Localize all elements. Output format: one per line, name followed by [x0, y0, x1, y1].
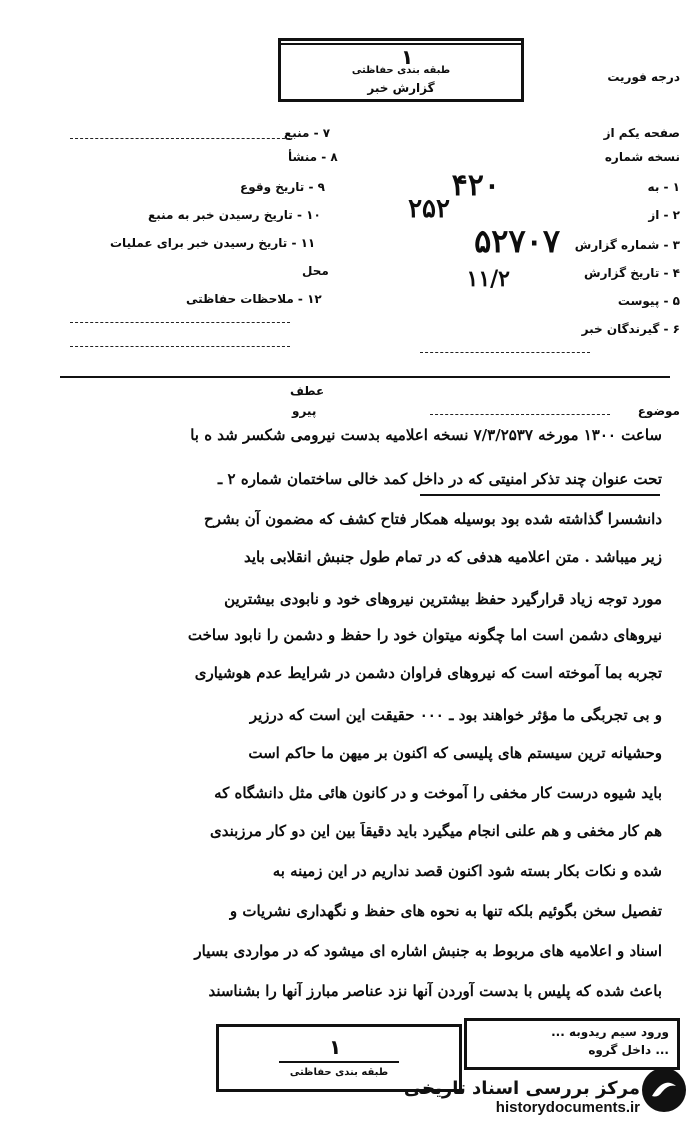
- body-line: اسناد و اعلامیه های مربوط به جنبش اشاره ای میشود که در مواردی بسیار: [194, 942, 662, 960]
- stamp-subtitle: گزارش خبر: [367, 81, 435, 95]
- field-from: ۲ - از: [648, 208, 680, 222]
- field-report-date-value: ۱۱/۲: [466, 266, 510, 292]
- note-line-2: ... داخل گروه: [588, 1043, 669, 1057]
- body-line: و بی تجربگی ما مؤثر خواهند بود ـ ۰۰۰ حقیقت این است که درزیر: [249, 706, 662, 724]
- stamp-bottom-number: ۱: [329, 1035, 342, 1059]
- watermark-en: historydocuments.ir: [495, 1099, 640, 1116]
- body-line: تفصیل سخن بگوئیم بلکه تنها به نحوه های حفظ و نگهداری نشریات و: [229, 902, 662, 920]
- body-line: مورد توجه زیاد قرارگیرد حفظ بیشترین نیروهای خود و نابودی بیشترین: [224, 590, 662, 608]
- field-report-no-value: ۵۲۷۰۷: [474, 222, 560, 260]
- field-source: ۷ - منبع: [284, 126, 331, 140]
- subject-label: موضوع: [637, 404, 680, 418]
- body-line: باید شیوه درست کار مخفی را آموخت و در کانون هائی مثل دانشگاه که: [214, 784, 662, 802]
- header-divider: [60, 376, 670, 378]
- stamp-number: ۱: [401, 45, 414, 69]
- field-news-to-source-date: ۱۰ - تاریخ رسیدن خبر به منبع: [148, 208, 321, 222]
- body-line: وحشیانه ترین سیستم های پلیسی که اکنون بر میهن ما حاکم است: [248, 744, 662, 762]
- ref-label: عطف: [290, 384, 325, 398]
- note-line-1: ورود سیم ریدوبه ...: [551, 1025, 669, 1039]
- recipients-line: [420, 352, 590, 353]
- body-line: شده و نکات بکار بسته شود اکنون قصد نداریم در این زمینه به: [272, 862, 662, 880]
- body-line: باعث شده که پلیس با بدست آوردن آنها نزد عناصر مبارز آنها را بشناسند: [208, 982, 662, 1000]
- underline-mark: [420, 494, 660, 496]
- stamp-bottom-label: طبقه بندی حفاظتی: [289, 1067, 389, 1078]
- field-security-notes: ۱۲ - ملاحظات حفاظتی: [186, 292, 322, 306]
- field-to-value: ۴۲۰: [451, 168, 500, 203]
- field-attachment: ۵ - پیوست: [617, 294, 680, 308]
- field-from-value: ۲۵۲: [408, 194, 450, 224]
- subject-line: [430, 414, 610, 415]
- body-line: ساعت ۱۳۰۰ مورخه ۷/۳/۲۵۳۷ نسخه اعلامیه بدست نیرومی شکسر شد ه با: [190, 426, 662, 444]
- body-line: هم کار مخفی و هم علنی انجام میگیرد باید دقیقاً بین این دو کار مرزبندی: [209, 822, 662, 840]
- field-event-date: ۹ - تاریخ وقوع: [240, 180, 325, 194]
- field-report-no: ۳ - شماره گزارش: [574, 238, 680, 252]
- classification-stamp-top: [278, 38, 524, 102]
- notes-line-3: [70, 138, 290, 139]
- routing-note-box: [464, 1018, 680, 1070]
- field-to: ۱ - به: [647, 180, 680, 194]
- field-recipients: ۶ - گیرندگان خبر: [581, 322, 680, 336]
- body-line: تجربه بما آموخته است که نیروهای فراوان دشمن در شرایط عدم هوشیاری: [194, 664, 662, 682]
- body-line: زیر میباشد . متن اعلامیه هدفی که در تمام طول جنبش انقلابی باید: [244, 548, 662, 566]
- body-line: دانشسرا گذاشته شده بود بوسیله همکار فتاح کشف که مضمون آن بشرح: [204, 510, 662, 528]
- watermark-fa: مرکز بررسی اسناد تاریخی: [403, 1078, 640, 1099]
- body-line: نیروهای دشمن است اما چگونه میتوان خود را حفظ و دشمن را نابود ساخت: [187, 626, 662, 644]
- field-news-to-ops-date: ۱۱ - تاریخ رسیدن خبر برای عملیات: [110, 236, 316, 250]
- field-report-date: ۴ - تاریخ گزارش: [584, 266, 680, 280]
- watermark-logo-icon: [642, 1068, 686, 1112]
- field-page: صفحه یکم از: [603, 126, 680, 140]
- field-place: محل: [302, 264, 329, 278]
- field-copy: نسخه شماره: [604, 150, 680, 164]
- priority-label: درجه فوریت: [607, 70, 680, 84]
- stamp-label: طبقه بندی حفاظتی: [351, 65, 451, 76]
- notes-line-1: [70, 322, 290, 323]
- followup-label: پیرو: [292, 404, 317, 418]
- watermark: [404, 1078, 640, 1116]
- notes-line-2: [70, 346, 290, 347]
- field-origin: ۸ - منشأ: [288, 150, 338, 164]
- body-line: تحت عنوان چند تذکر امنیتی که در داخل کمد خالی ساختمان شماره ۲ ـ: [217, 470, 662, 488]
